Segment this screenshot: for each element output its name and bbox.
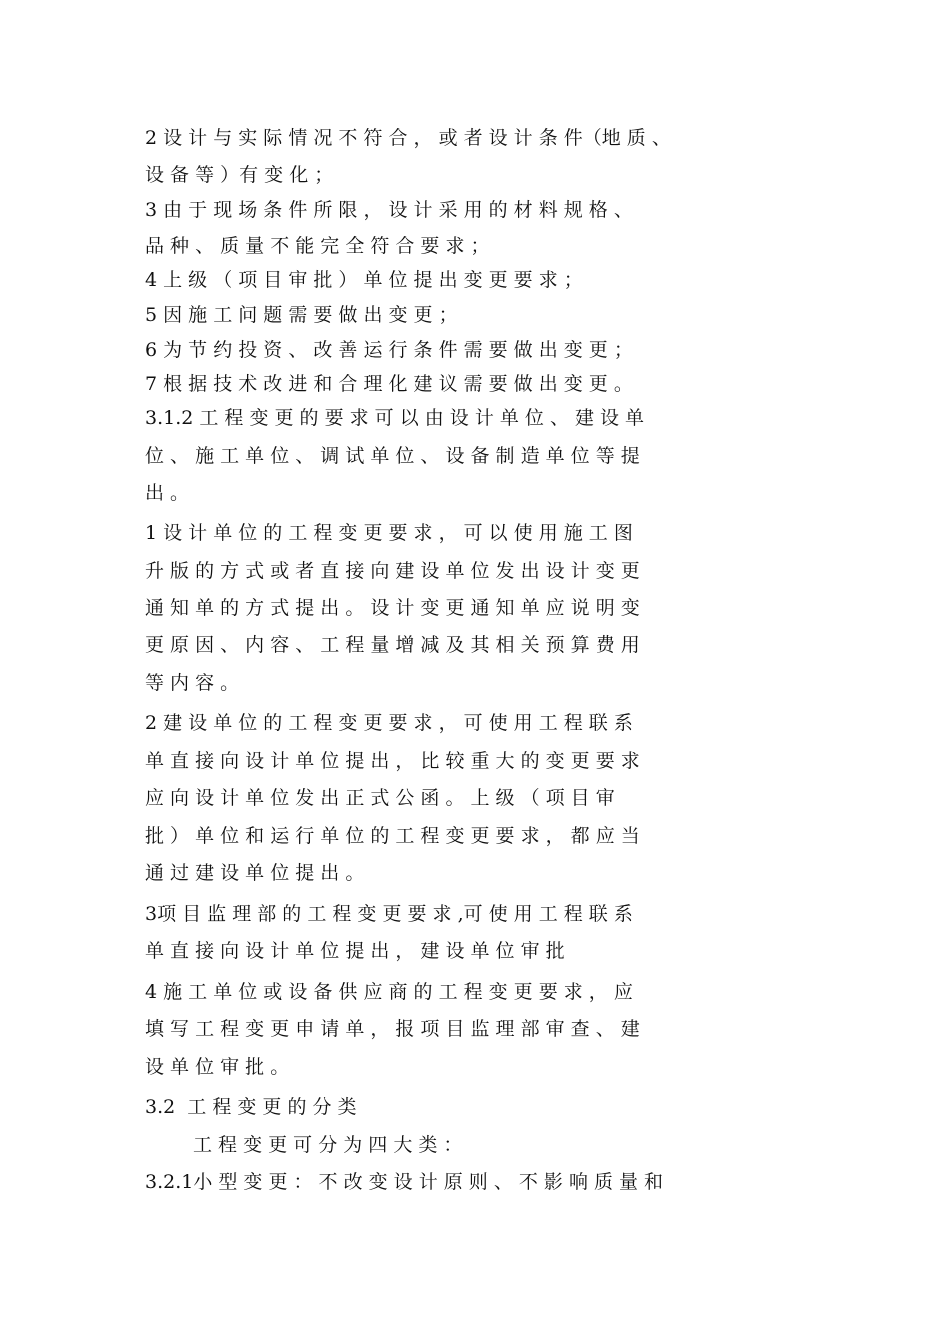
text-line: 位 、 施 工 单 位 、 调 试 单 位 、 设 备 制 造 单 位 等 提 <box>145 445 640 467</box>
text-line: 4 上 级 （ 项 目 审 批 ） 单 位 提 出 变 更 要 求 ； <box>145 269 583 291</box>
text-line: 更 原 因 、 内 容 、 工 程 量 增 减 及 其 相 关 预 算 费 用 <box>145 634 640 656</box>
text-line: 出 。 <box>145 482 190 504</box>
text-line: 单 直 接 向 设 计 单 位 提 出 ， 建 设 单 位 审 批 <box>145 940 565 962</box>
text-line: 批 ） 单 位 和 运 行 单 位 的 工 程 变 更 要 求 ， 都 应 当 <box>145 825 640 847</box>
section-heading: 3.2.1小 型 变 更 ： 不 改 变 设 计 原 则 、 不 影 响 质 量 和 <box>145 1171 664 1193</box>
text-line: 3 由 于 现 场 条 件 所 限 ， 设 计 采 用 的 材 料 规 格 、 <box>145 199 633 221</box>
text-line: 等 内 容 。 <box>145 672 240 694</box>
text-line: 通 知 单 的 方 式 提 出 。 设 计 变 更 通 知 单 应 说 明 变 <box>145 597 640 619</box>
text-line: 升 版 的 方 式 或 者 直 接 向 建 设 单 位 发 出 设 计 变 更 <box>145 560 640 582</box>
section-heading: 3.2 工 程 变 更 的 分 类 <box>145 1096 357 1118</box>
text-line: 设 备 等 ）有 变 化 ； <box>145 164 334 186</box>
section-heading: 3.1.2 工 程 变 更 的 要 求 可 以 由 设 计 单 位 、 建 设 单 <box>145 407 645 429</box>
text-line: 品 种 、 质 量 不 能 完 全 符 合 要 求 ； <box>145 235 490 257</box>
text-line: 设 单 位 审 批 。 <box>145 1056 290 1078</box>
text-line: 4 施 工 单 位 或 设 备 供 应 商 的 工 程 变 更 要 求 ， 应 <box>145 981 633 1003</box>
text-line: 5 因 施 工 问 题 需 要 做 出 变 更 ； <box>145 304 458 326</box>
text-line: 工 程 变 更 可 分 为 四 大 类 ： <box>193 1134 463 1156</box>
text-line: 单 直 接 向 设 计 单 位 提 出 ， 比 较 重 大 的 变 更 要 求 <box>145 750 640 772</box>
text-line: 填 写 工 程 变 更 申 请 单 ， 报 项 目 监 理 部 审 查 、 建 <box>145 1018 640 1040</box>
text-line: 1 设 计 单 位 的 工 程 变 更 要 求 ， 可 以 使 用 施 工 图 <box>145 522 633 544</box>
text-line: 7 根 据 技 术 改 进 和 合 理 化 建 议 需 要 做 出 变 更 。 <box>145 373 633 395</box>
text-line: 6 为 节 约 投 资 、 改 善 运 行 条 件 需 要 做 出 变 更 ； <box>145 339 633 361</box>
text-line: 2 建 设 单 位 的 工 程 变 更 要 求 ， 可 使 用 工 程 联 系 <box>145 712 633 734</box>
text-line: 3项 目 监 理 部 的 工 程 变 更 要 求 ,可 使 用 工 程 联 系 <box>145 903 633 925</box>
text-line: 2 设 计 与 实 际 情 况 不 符 合 ， 或 者 设 计 条 件（地 质 、 <box>145 127 671 149</box>
text-line: 应 向 设 计 单 位 发 出 正 式 公 函 。 上 级 （ 项 目 审 <box>145 787 615 809</box>
text-line: 通 过 建 设 单 位 提 出 。 <box>145 862 365 884</box>
